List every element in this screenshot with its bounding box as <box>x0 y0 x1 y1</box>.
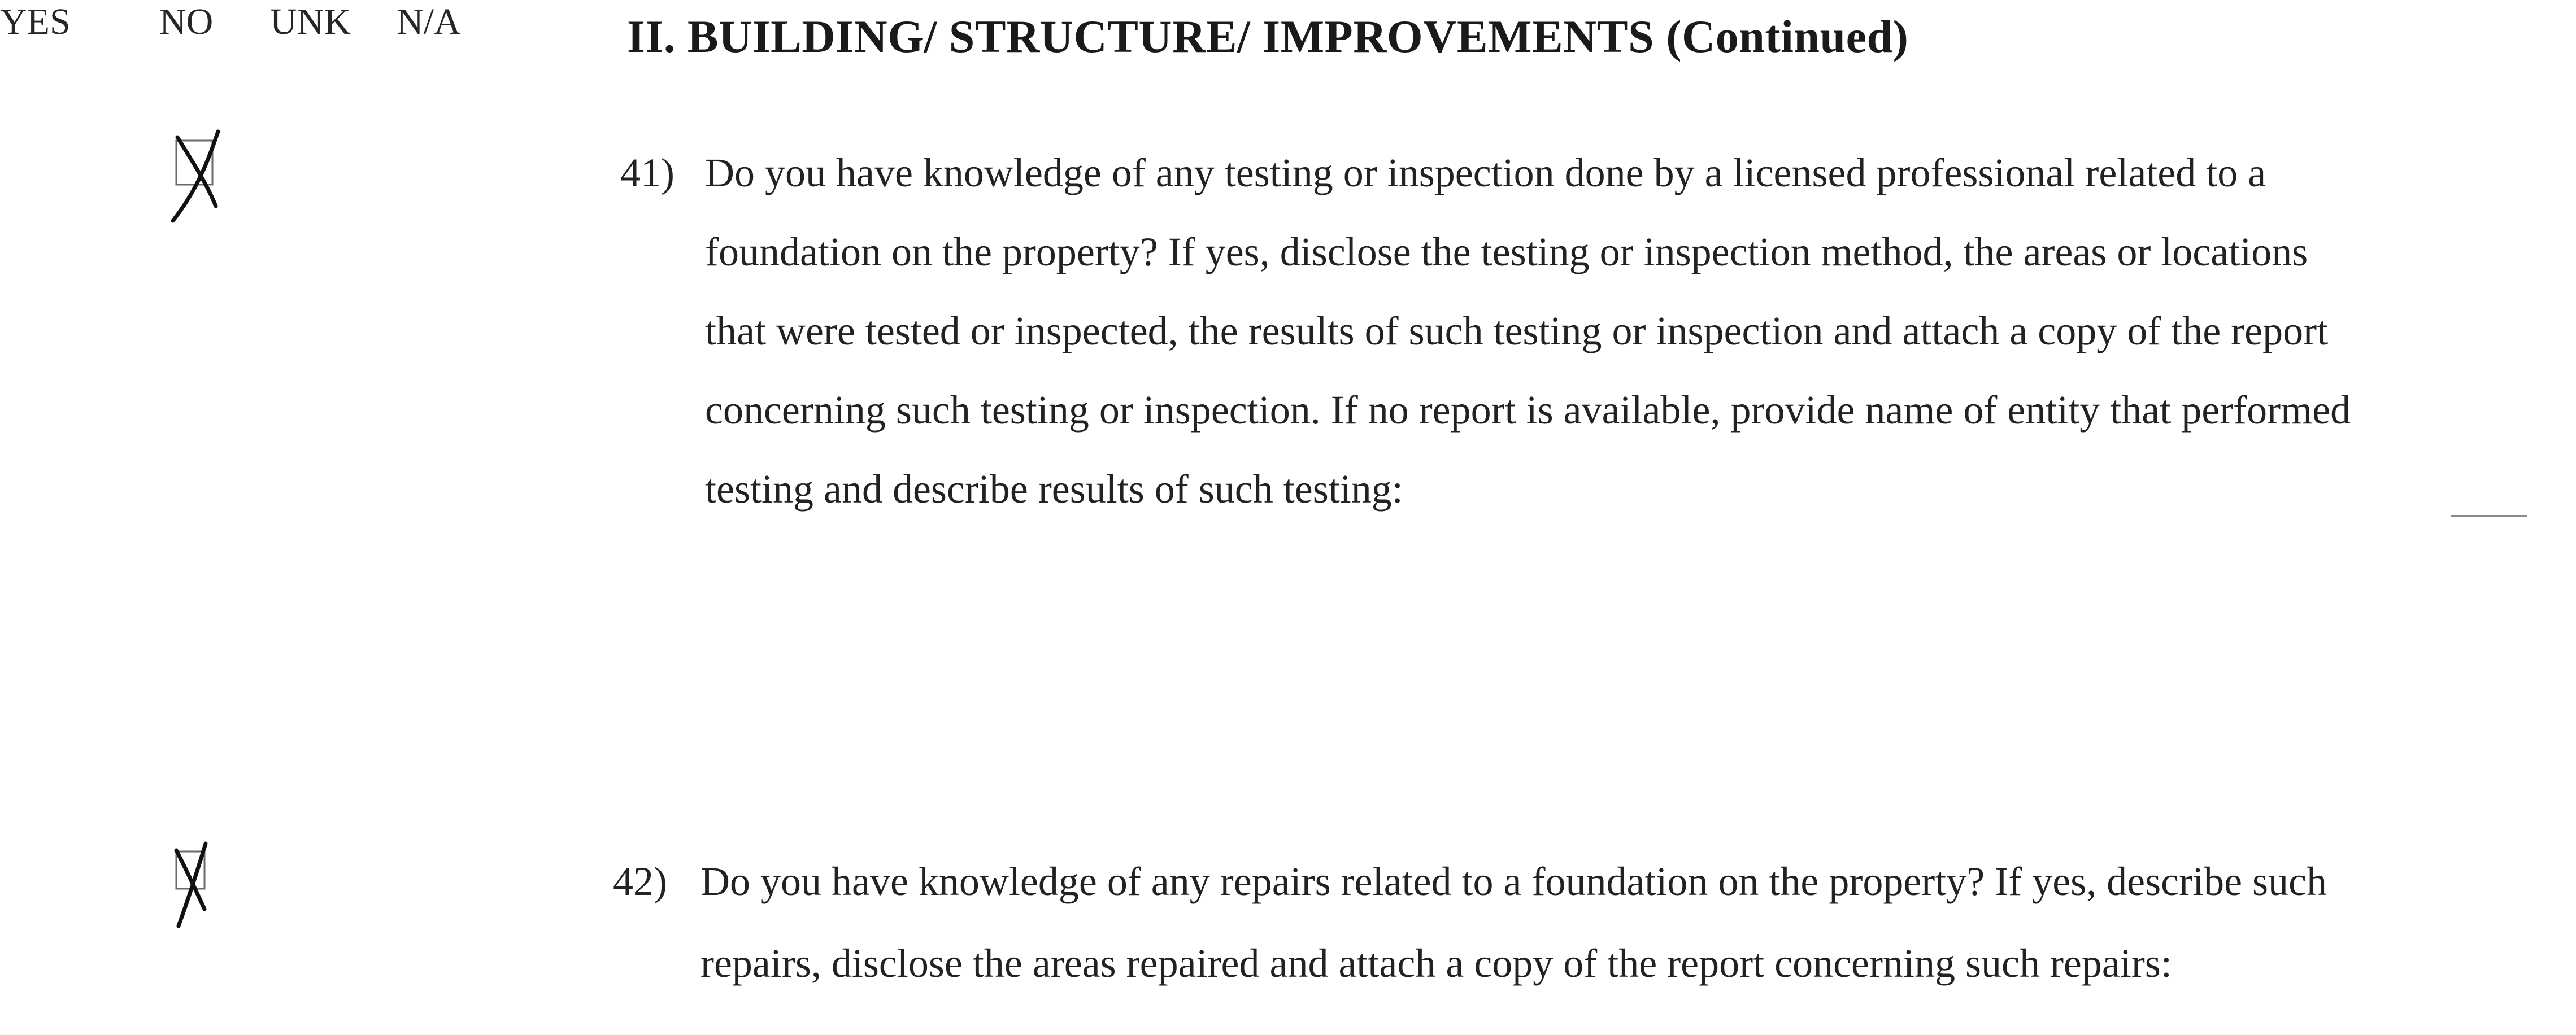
column-header-na: N/A <box>397 1 461 42</box>
question-41-line: that were tested or inspected, the results of such testing or inspection and attach a copy of the report <box>705 308 2329 353</box>
question-42-line: repairs, disclose the areas repaired and attach a copy of the report concerning such repairs: <box>700 941 2172 986</box>
question-42-number: 42) <box>613 859 667 904</box>
question-41-line: foundation on the property? If yes, disclose the testing or inspection method, the areas or locations <box>705 229 2308 274</box>
answer-mark-q42-no[interactable] <box>165 836 216 932</box>
question-41-line: Do you have knowledge of any testing or inspection done by a licensed professional related to a <box>705 150 2266 195</box>
column-header-unk: UNK <box>270 1 351 42</box>
section-title: II. BUILDING/ STRUCTURE/ IMPROVEMENTS (Continued) <box>627 11 1909 62</box>
question-41-line: concerning such testing or inspection. If no report is available, provide name of entity that performed <box>705 387 2351 433</box>
answer-mark-q41-no[interactable] <box>164 121 232 223</box>
column-header-no: NO <box>159 1 214 42</box>
question-42-line: Do you have knowledge of any repairs related to a foundation on the property? If yes, describe such <box>700 859 2327 904</box>
question-41-number: 41) <box>620 150 675 195</box>
answer-line-q41[interactable] <box>2451 515 2527 517</box>
column-header-yes: YES <box>0 1 71 42</box>
question-41-line: testing and describe results of such testing: <box>705 466 1403 512</box>
